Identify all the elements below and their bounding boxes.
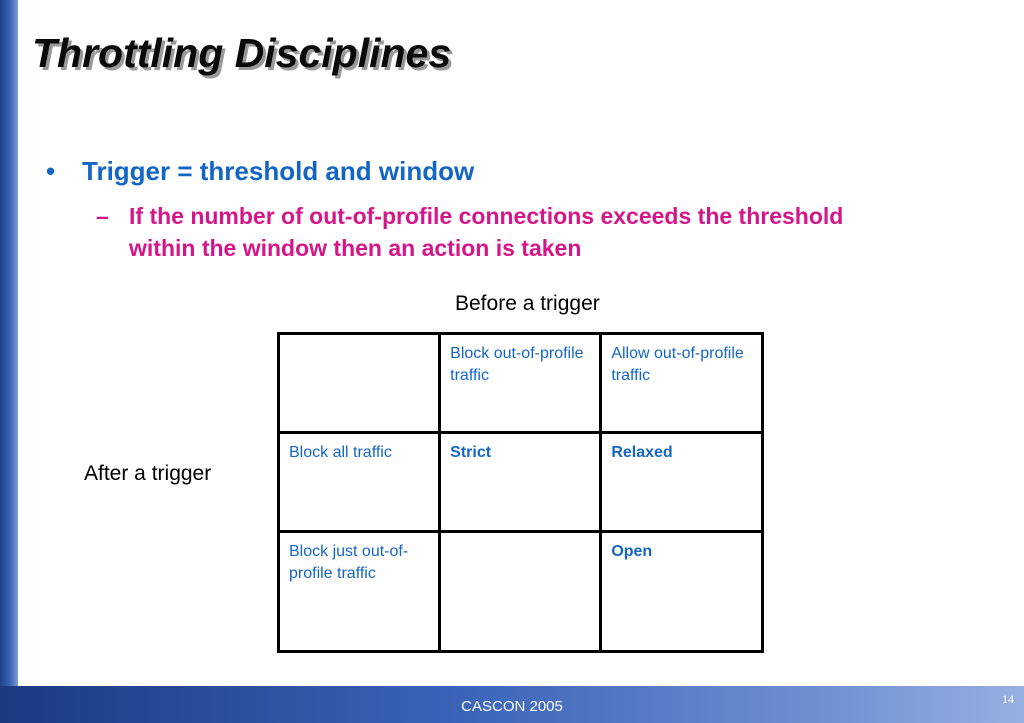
page-number: 14: [1002, 692, 1014, 706]
sub-bullet-text: If the number of out-of-profile connections exceeds the threshold within the window then an action is taken: [129, 203, 844, 261]
footer-bar: [0, 686, 1024, 723]
header-cell-block-out-of-profile: Block out-of-profile traffic: [440, 334, 601, 433]
row-label-block-out-of-profile: Block just out-of-profile traffic: [279, 532, 440, 652]
row-caption: After a trigger: [84, 462, 212, 485]
cell-relaxed: Relaxed: [601, 433, 763, 532]
column-caption: Before a trigger: [455, 292, 600, 315]
table-row: [279, 433, 763, 532]
left-accent-bar: [0, 0, 18, 686]
table-row: [279, 532, 763, 652]
cell-empty: [440, 532, 601, 652]
bullet-marker: •: [46, 156, 56, 186]
footer-text: CASCON 2005: [461, 698, 563, 715]
sub-bullet-item: [96, 200, 886, 264]
slide-title: Throttling Disciplines: [32, 30, 452, 76]
table-header-row: [279, 334, 763, 433]
bullet-text: Trigger = threshold and window: [82, 156, 475, 186]
cell-open: Open: [601, 532, 763, 652]
sub-bullet-marker: –: [96, 203, 109, 229]
throttling-table: [277, 332, 764, 653]
bullet-item: [46, 156, 474, 187]
cell-strict: Strict: [440, 433, 601, 532]
header-cell-corner: [279, 334, 440, 433]
header-cell-allow-out-of-profile: Allow out-of-profile traffic: [601, 334, 763, 433]
row-label-block-all: Block all traffic: [279, 433, 440, 532]
